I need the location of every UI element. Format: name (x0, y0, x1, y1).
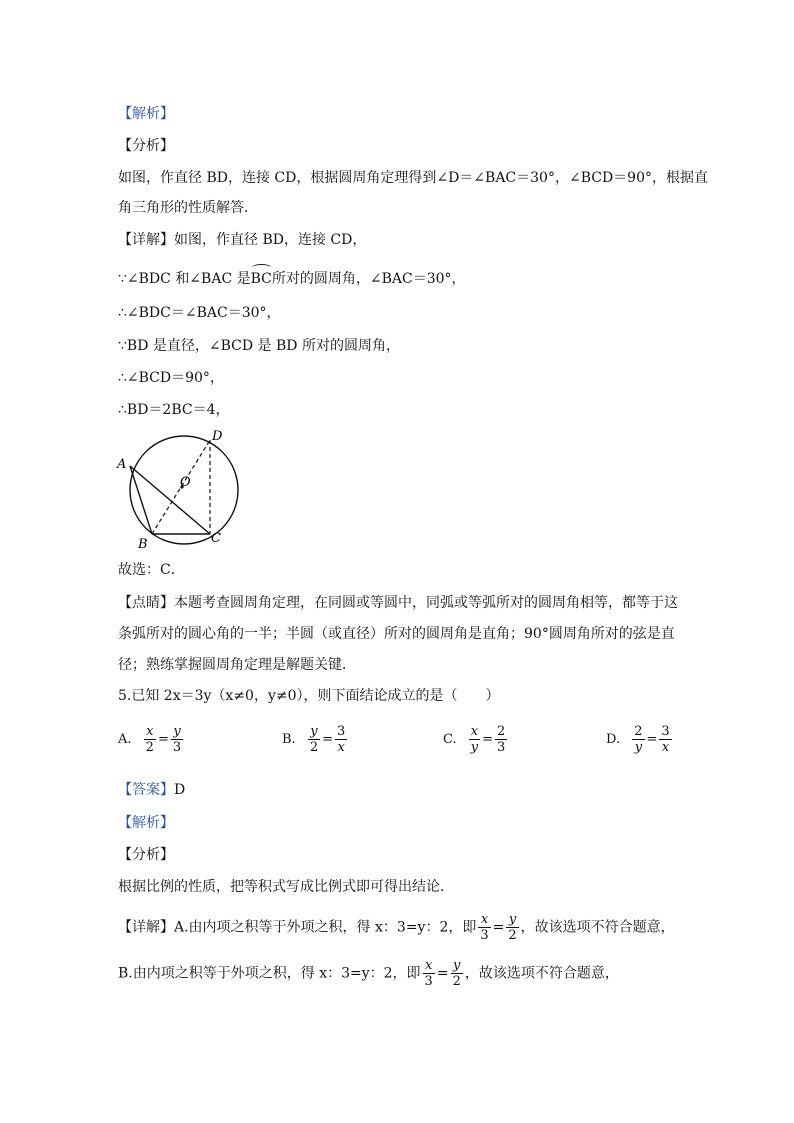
q5-detail-b-den1: 3 (424, 974, 433, 989)
q5-detail-b-frac2 (451, 958, 463, 989)
label-o: O (180, 475, 191, 490)
q5-detail-a-den1: 3 (480, 928, 489, 943)
label-b: B (138, 537, 148, 549)
step-1-suffix: 所对的圆周角，∠BAC＝30°， (271, 271, 466, 287)
q5-detail-b-suffix: ，故该选项不符合题意， (464, 965, 619, 982)
q5-detail-b-frac1 (423, 958, 435, 989)
review-line-3: 径；熟练掌握圆周角定理是解题关键． (118, 657, 356, 673)
option-b-rhs (335, 724, 347, 755)
q5-detail-b-num1: x (423, 958, 435, 974)
detail-line-1 (118, 230, 366, 250)
option-a-letter: A. (118, 732, 132, 747)
circle-figure (116, 424, 246, 553)
step-3: ∵BD 是直径，∠BCD 是 BD 所对的圆周角， (118, 338, 400, 354)
option-c-letter: C. (443, 732, 457, 747)
option-a-lhs (144, 724, 156, 755)
review-text-1: 本题考查圆周角定理，在同圆或等圆中，同弧或等弧所对的圆周角相等，都等于这 (174, 595, 678, 611)
label-c: C (211, 531, 221, 546)
option-c-lhs-den: y (470, 740, 479, 755)
option-d-rhs-den: x (661, 740, 670, 755)
option-b-eq: = (322, 732, 334, 747)
q5-detail-b-eq: = (436, 965, 449, 982)
analysis-line-2: 角三角形的性质解答． (118, 200, 258, 216)
detail-text: 如图，作直径 BD，连接 CD， (174, 232, 367, 248)
option-c-rhs-den: 3 (497, 740, 506, 755)
q5-fenxi-heading: 【分析】 (118, 847, 174, 863)
q5-detail-b-den2: 2 (452, 974, 461, 989)
option-a-eq: = (157, 732, 169, 747)
q5-jiexi-heading: 【解析】 (118, 815, 174, 831)
q5-detail-a-frac2 (506, 912, 518, 943)
option-d-letter: D. (606, 732, 621, 747)
circle (130, 436, 238, 544)
fenxi-heading: 【分析】 (118, 138, 174, 154)
q5-detail-a-num2: y (506, 912, 518, 928)
option-d-eq: = (646, 732, 658, 747)
q5-analysis: 根据比例的性质，把等积式写成比例式即可得出结论． (118, 879, 454, 895)
review-line-1 (118, 593, 678, 613)
q5-detail-a-eq: = (492, 919, 505, 936)
option-d-lhs-num: 2 (634, 724, 643, 739)
q5-detail-a-num1: x (478, 912, 490, 928)
option-b-lhs-den: 2 (309, 740, 319, 755)
option-d (606, 724, 674, 755)
option-c-lhs-num: x (469, 724, 480, 740)
option-b-rhs-den: x (337, 740, 345, 755)
q5-detail-b-num2: y (451, 958, 463, 974)
detail-heading: 【详解】 (118, 232, 174, 248)
step-5: ∴BD＝2BC＝4， (118, 402, 230, 418)
label-d: D (212, 429, 223, 444)
option-b-lhs-num: y (308, 724, 320, 740)
option-d-rhs-num: 3 (661, 724, 670, 739)
option-b (282, 724, 349, 755)
q5-detail-a (118, 912, 675, 943)
option-c-rhs (495, 724, 507, 755)
option-d-lhs (632, 724, 644, 755)
step-1 (118, 267, 466, 289)
jiexi-heading: 【解析】 (118, 106, 174, 122)
answer-value: D (174, 782, 186, 798)
option-a-lhs-num: x (144, 724, 156, 740)
q5-detail-b (118, 958, 619, 989)
option-b-lhs (308, 724, 320, 755)
answer-line (118, 780, 185, 800)
review-line-2: 条弧所对的圆心角的一半；半圆（或直径）所对的圆周角是直角；90°圆周角所对的弦是直 (118, 626, 675, 642)
option-c (443, 724, 509, 755)
option-a-rhs-num: y (171, 724, 183, 740)
option-c-lhs (469, 724, 480, 755)
option-a (118, 724, 185, 755)
q5-detail-a-frac1 (478, 912, 490, 943)
option-a-rhs-den: 3 (172, 740, 182, 755)
arc-bc: BC (251, 267, 272, 289)
option-a-lhs-den: 2 (145, 740, 154, 755)
answer-heading: 【答案】 (118, 782, 174, 798)
q5-detail-a-prefix: A.由内项之积等于外项之积，得 x：3=y：2，即 (174, 919, 477, 936)
step-2: ∴∠BDC＝∠BAC＝30°， (118, 305, 281, 321)
q5-detail-a-den2: 2 (508, 928, 517, 943)
option-b-rhs-num: 3 (337, 724, 346, 739)
q5-detail-a-suffix: ，故该选项不符合题意， (520, 919, 675, 936)
option-d-rhs (659, 724, 671, 755)
option-b-letter: B. (282, 732, 296, 747)
choice-line: 故选：C． (118, 562, 185, 578)
q5-detail-b-prefix: B.由内项之积等于外项之积，得 x：3=y：2，即 (118, 965, 421, 982)
question-5-stem: 5.已知 2x＝3y（x≠0，y≠0），则下面结论成立的是（ ） (118, 688, 500, 704)
review-heading: 【点睛】 (118, 595, 174, 611)
option-c-eq: = (482, 732, 494, 747)
label-a: A (117, 457, 127, 472)
analysis-line-1: 如图，作直径 BD，连接 CD，根据圆周角定理得到∠D＝∠BAC＝30°，∠BCD＝90°，根据直 (118, 170, 708, 186)
q5-detail-heading: 【详解】 (118, 919, 174, 936)
step-1-prefix: ∵∠BDC 和∠BAC 是 (118, 271, 251, 287)
option-c-rhs-num: 2 (497, 724, 506, 739)
option-d-lhs-den: y (634, 740, 643, 755)
step-4: ∴∠BCD＝90°， (118, 370, 224, 386)
option-a-rhs (171, 724, 183, 755)
circle-diagram (116, 424, 246, 549)
